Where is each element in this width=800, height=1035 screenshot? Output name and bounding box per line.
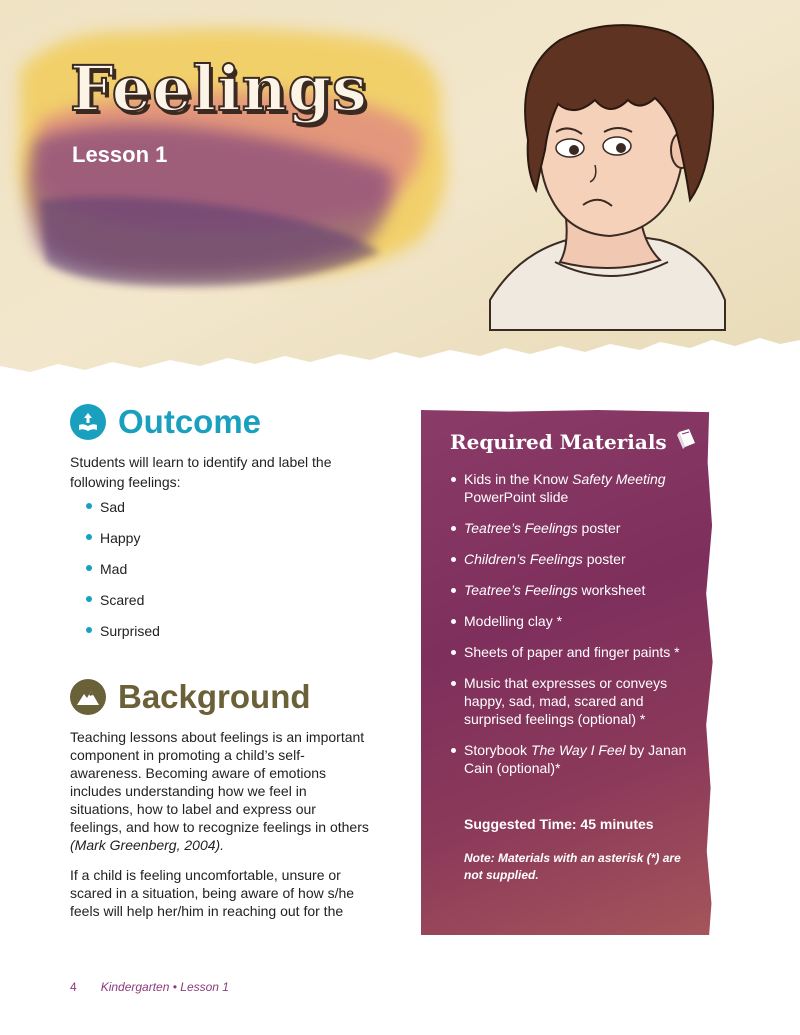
outcome-intro-line: following feelings: (70, 474, 181, 490)
material-title: Safety Meeting (572, 471, 666, 487)
materials-title: Required Materials (450, 429, 667, 454)
book-arrow-icon (70, 404, 106, 440)
outcome-heading (70, 403, 261, 441)
bullet-icon (86, 565, 92, 571)
background-heading (70, 678, 311, 716)
page-number: 4 (70, 980, 77, 994)
background-text: Teaching lessons about feelings is an important component in promoting a child’s self-awareness. Becoming aware of emotions includes understanding how we feel in situations, how to label and express our feelings, and how to recognize feelings in others (70, 729, 369, 835)
list-item (450, 550, 700, 568)
material-title: Teatree’s Feelings (464, 520, 578, 536)
outcome-intro (70, 452, 370, 492)
material-text: Kids in the Know (464, 471, 573, 487)
list-item (86, 528, 160, 559)
bullet-icon (86, 596, 92, 602)
feeling-label: Sad (100, 499, 125, 515)
feelings-list (86, 497, 160, 652)
mountain-icon (70, 679, 106, 715)
bullet-icon (86, 534, 92, 540)
background-paragraph (70, 728, 370, 854)
material-text: by Janan Cain (optional)* (464, 742, 687, 776)
material-text: poster (577, 520, 621, 536)
material-text: Sheets of paper and finger paints * (464, 644, 680, 660)
list-item (86, 559, 160, 590)
list-item (450, 674, 700, 728)
material-text: poster (582, 551, 626, 567)
list-item (86, 497, 160, 528)
material-text: worksheet (577, 582, 646, 598)
list-item (86, 590, 160, 621)
book-icon (675, 428, 697, 455)
material-text: Music that expresses or conveys happy, sad, mad, scared and surprised feelings (optional) * (464, 675, 668, 727)
material-text: Modelling clay * (464, 613, 563, 629)
feeling-label: Mad (100, 561, 128, 577)
materials-list (450, 470, 700, 790)
footer-section: Kindergarten • Lesson 1 (100, 980, 229, 994)
header-banner (0, 0, 800, 380)
list-item (450, 519, 700, 537)
list-item (450, 643, 700, 661)
material-title: Teatree’s Feelings (464, 582, 578, 598)
material-title: Children’s Feelings (464, 551, 583, 567)
bullet-icon (86, 627, 92, 633)
feeling-label: Happy (100, 530, 141, 546)
feeling-label: Scared (100, 592, 145, 608)
outcome-intro-line: Students will learn to identify and label the (70, 454, 332, 470)
list-item (450, 612, 700, 630)
material-text: Storybook (464, 742, 531, 758)
background-paragraph: If a child is feeling uncomfortable, unsure or scared in a situation, being aware of how s/he feels will help her/him in reaching out for the (70, 867, 355, 919)
feeling-label: Surprised (100, 623, 160, 639)
background-title: Background (118, 678, 311, 715)
bullet-icon (86, 503, 92, 509)
page-title: Feelings (70, 52, 368, 125)
materials-heading (450, 428, 697, 455)
list-item (450, 470, 700, 506)
lesson-subtitle: Lesson 1 (72, 142, 168, 167)
page-footer (70, 980, 229, 994)
list-item (86, 621, 160, 652)
list-item (450, 581, 700, 599)
suggested-time: Suggested Time: 45 minutes (464, 816, 654, 832)
material-title: The Way I Feel (530, 742, 626, 758)
list-item (450, 741, 700, 777)
materials-note: Note: Materials with an asterisk (*) are not supplied. (464, 851, 681, 882)
citation: (Mark Greenberg, 2004). (70, 837, 225, 853)
material-text: PowerPoint slide (464, 489, 569, 505)
outcome-title: Outcome (118, 403, 262, 440)
